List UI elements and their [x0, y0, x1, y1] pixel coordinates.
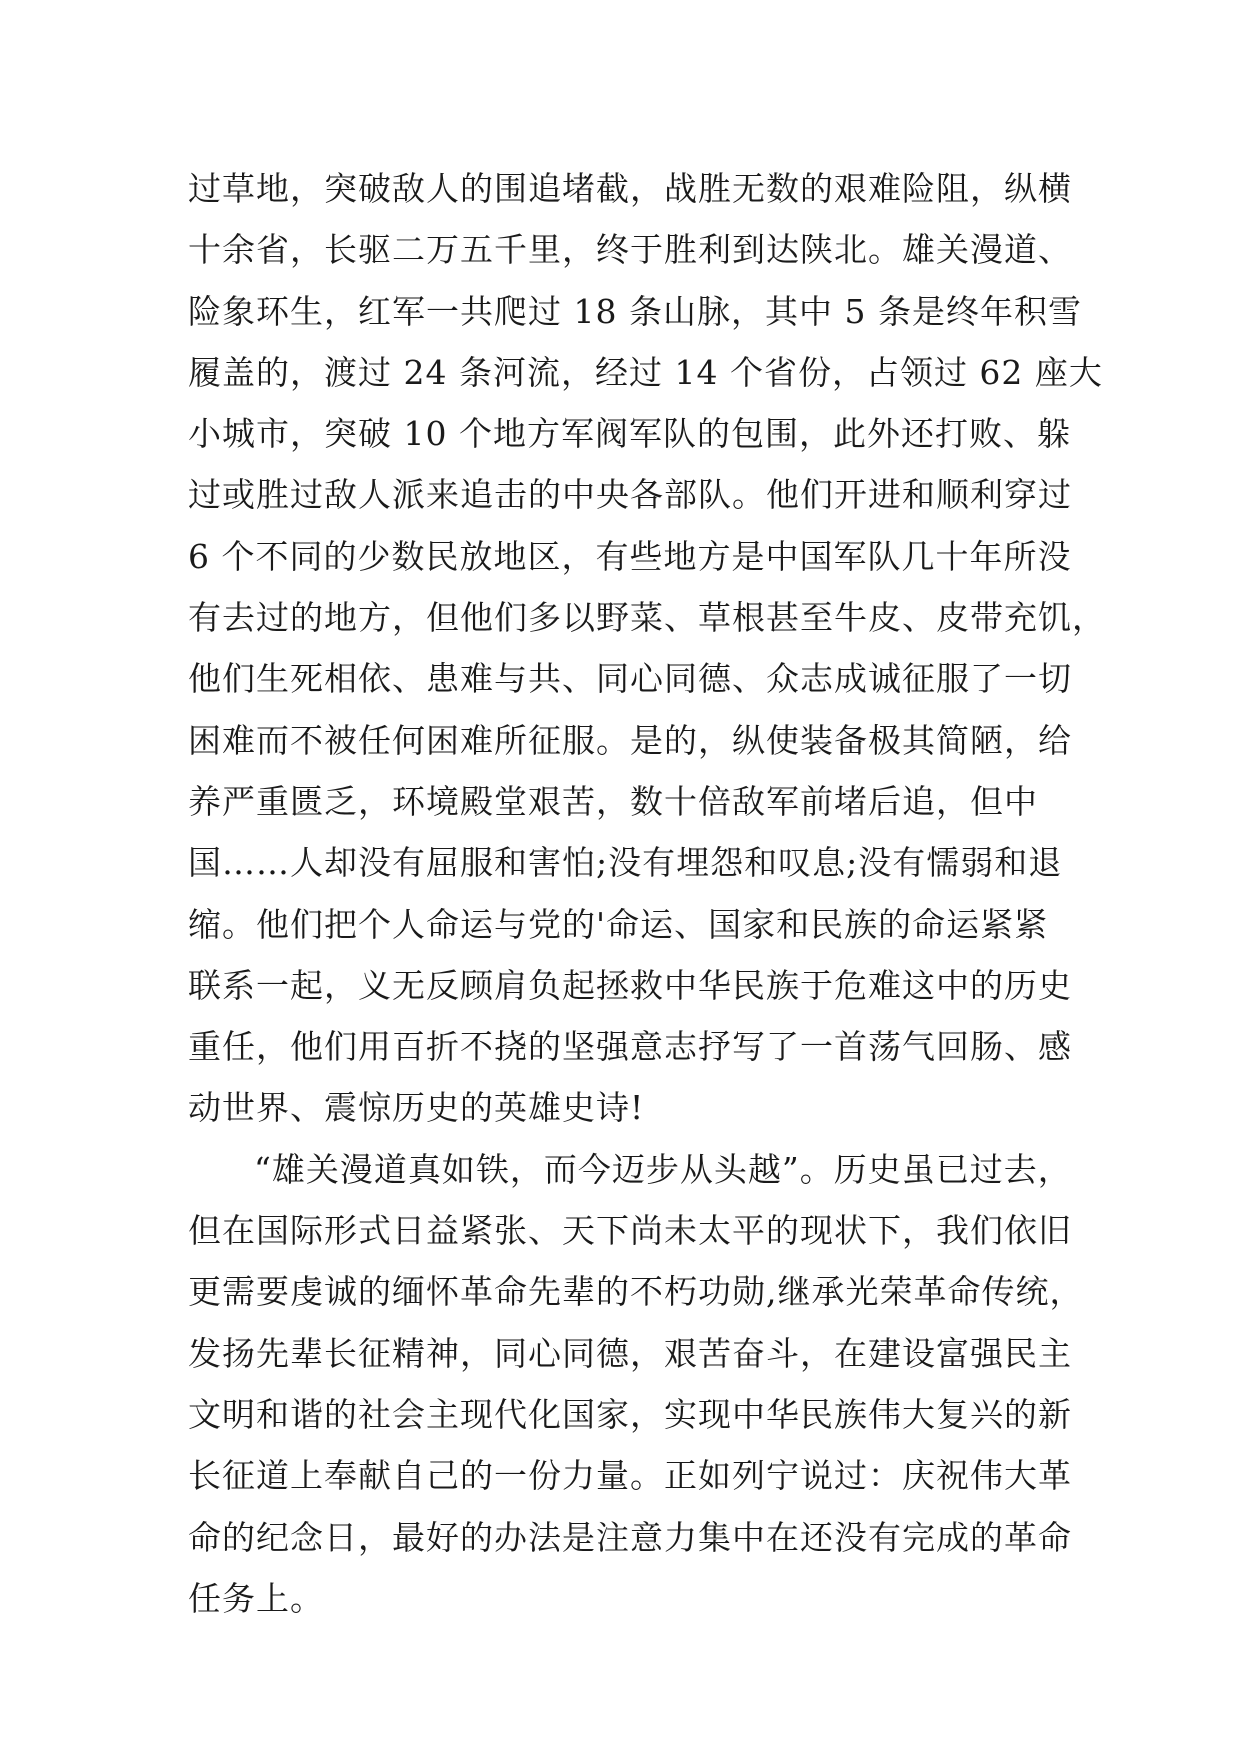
- text-line: 6 个不同的少数民放地区，有些地方是中国军队几十年所没: [188, 536, 1072, 576]
- text-line: 养严重匮乏，环境殿堂艰苦，数十倍敌军前堵后追，但中: [188, 781, 1038, 821]
- text-line: 十余省，长驱二万五千里，终于胜利到达陕北。雄关漫道、: [188, 230, 1072, 270]
- text-line: 缩。他们把个人命运与党的'命运、国家和民族的命运紧紧: [188, 904, 1049, 944]
- text-line: 险象环生，红军一共爬过 18 条山脉，其中 5 条是终年积雪: [188, 291, 1082, 331]
- text-line: 更需要虔诚的缅怀革命先辈的不朽功勋,继承光荣革命传统，: [188, 1272, 1084, 1312]
- text-line: 任务上。: [188, 1578, 324, 1618]
- text-line: 联系一起，义无反顾肩负起拯救中华民族于危难这中的历史: [188, 965, 1072, 1005]
- text-line: “雄关漫道真如铁，而今迈步从头越”。历史虽已过去，: [254, 1149, 1072, 1189]
- text-line: 履盖的，渡过 24 条河流，经过 14 个省份，占领过 62 座大: [188, 352, 1103, 392]
- text-line: 重任，他们用百折不挠的坚强意志抒写了一首荡气回肠、感: [188, 1027, 1072, 1067]
- body-text: [188, 158, 1106, 1629]
- text-line: 命的纪念日，最好的办法是注意力集中在还没有完成的革命: [188, 1517, 1072, 1557]
- text-line: 动世界、震惊历史的英雄史诗!: [188, 1088, 645, 1128]
- text-line: 发扬先辈长征精神，同心同德，艰苦奋斗，在建设富强民主: [188, 1333, 1072, 1373]
- text-line: 有去过的地方，但他们多以野菜、草根甚至牛皮、皮带充饥，: [188, 598, 1106, 638]
- text-line: 国……人却没有屈服和害怕;没有埋怨和叹息;没有懦弱和退: [188, 843, 1063, 883]
- text-line: 过草地，突破敌人的围追堵截，战胜无数的艰难险阻，纵横: [188, 169, 1072, 208]
- text-line: 但在国际形式日益紧张、天下尚未太平的现状下，我们依旧: [188, 1211, 1072, 1251]
- paragraph-1: [188, 158, 1106, 1139]
- text-line: 他们生死相依、患难与共、同心同德、众志成诚征服了一切: [188, 659, 1072, 699]
- text-line: 小城市，突破 10 个地方军阀军队的包围，此外还打败、躲: [188, 414, 1071, 454]
- paragraph-2: [188, 1139, 1084, 1629]
- text-line: 困难而不被任何困难所征服。是的，纵使装备极其简陋，给: [188, 720, 1072, 760]
- text-line: 过或胜过敌人派来追击的中央各部队。他们开进和顺利穿过: [188, 475, 1072, 515]
- text-line: 文明和谐的社会主现代化国家，实现中华民族伟大复兴的新: [188, 1394, 1072, 1434]
- text-line: 长征道上奉献自己的一份力量。正如列宁说过：庆祝伟大革: [188, 1456, 1072, 1496]
